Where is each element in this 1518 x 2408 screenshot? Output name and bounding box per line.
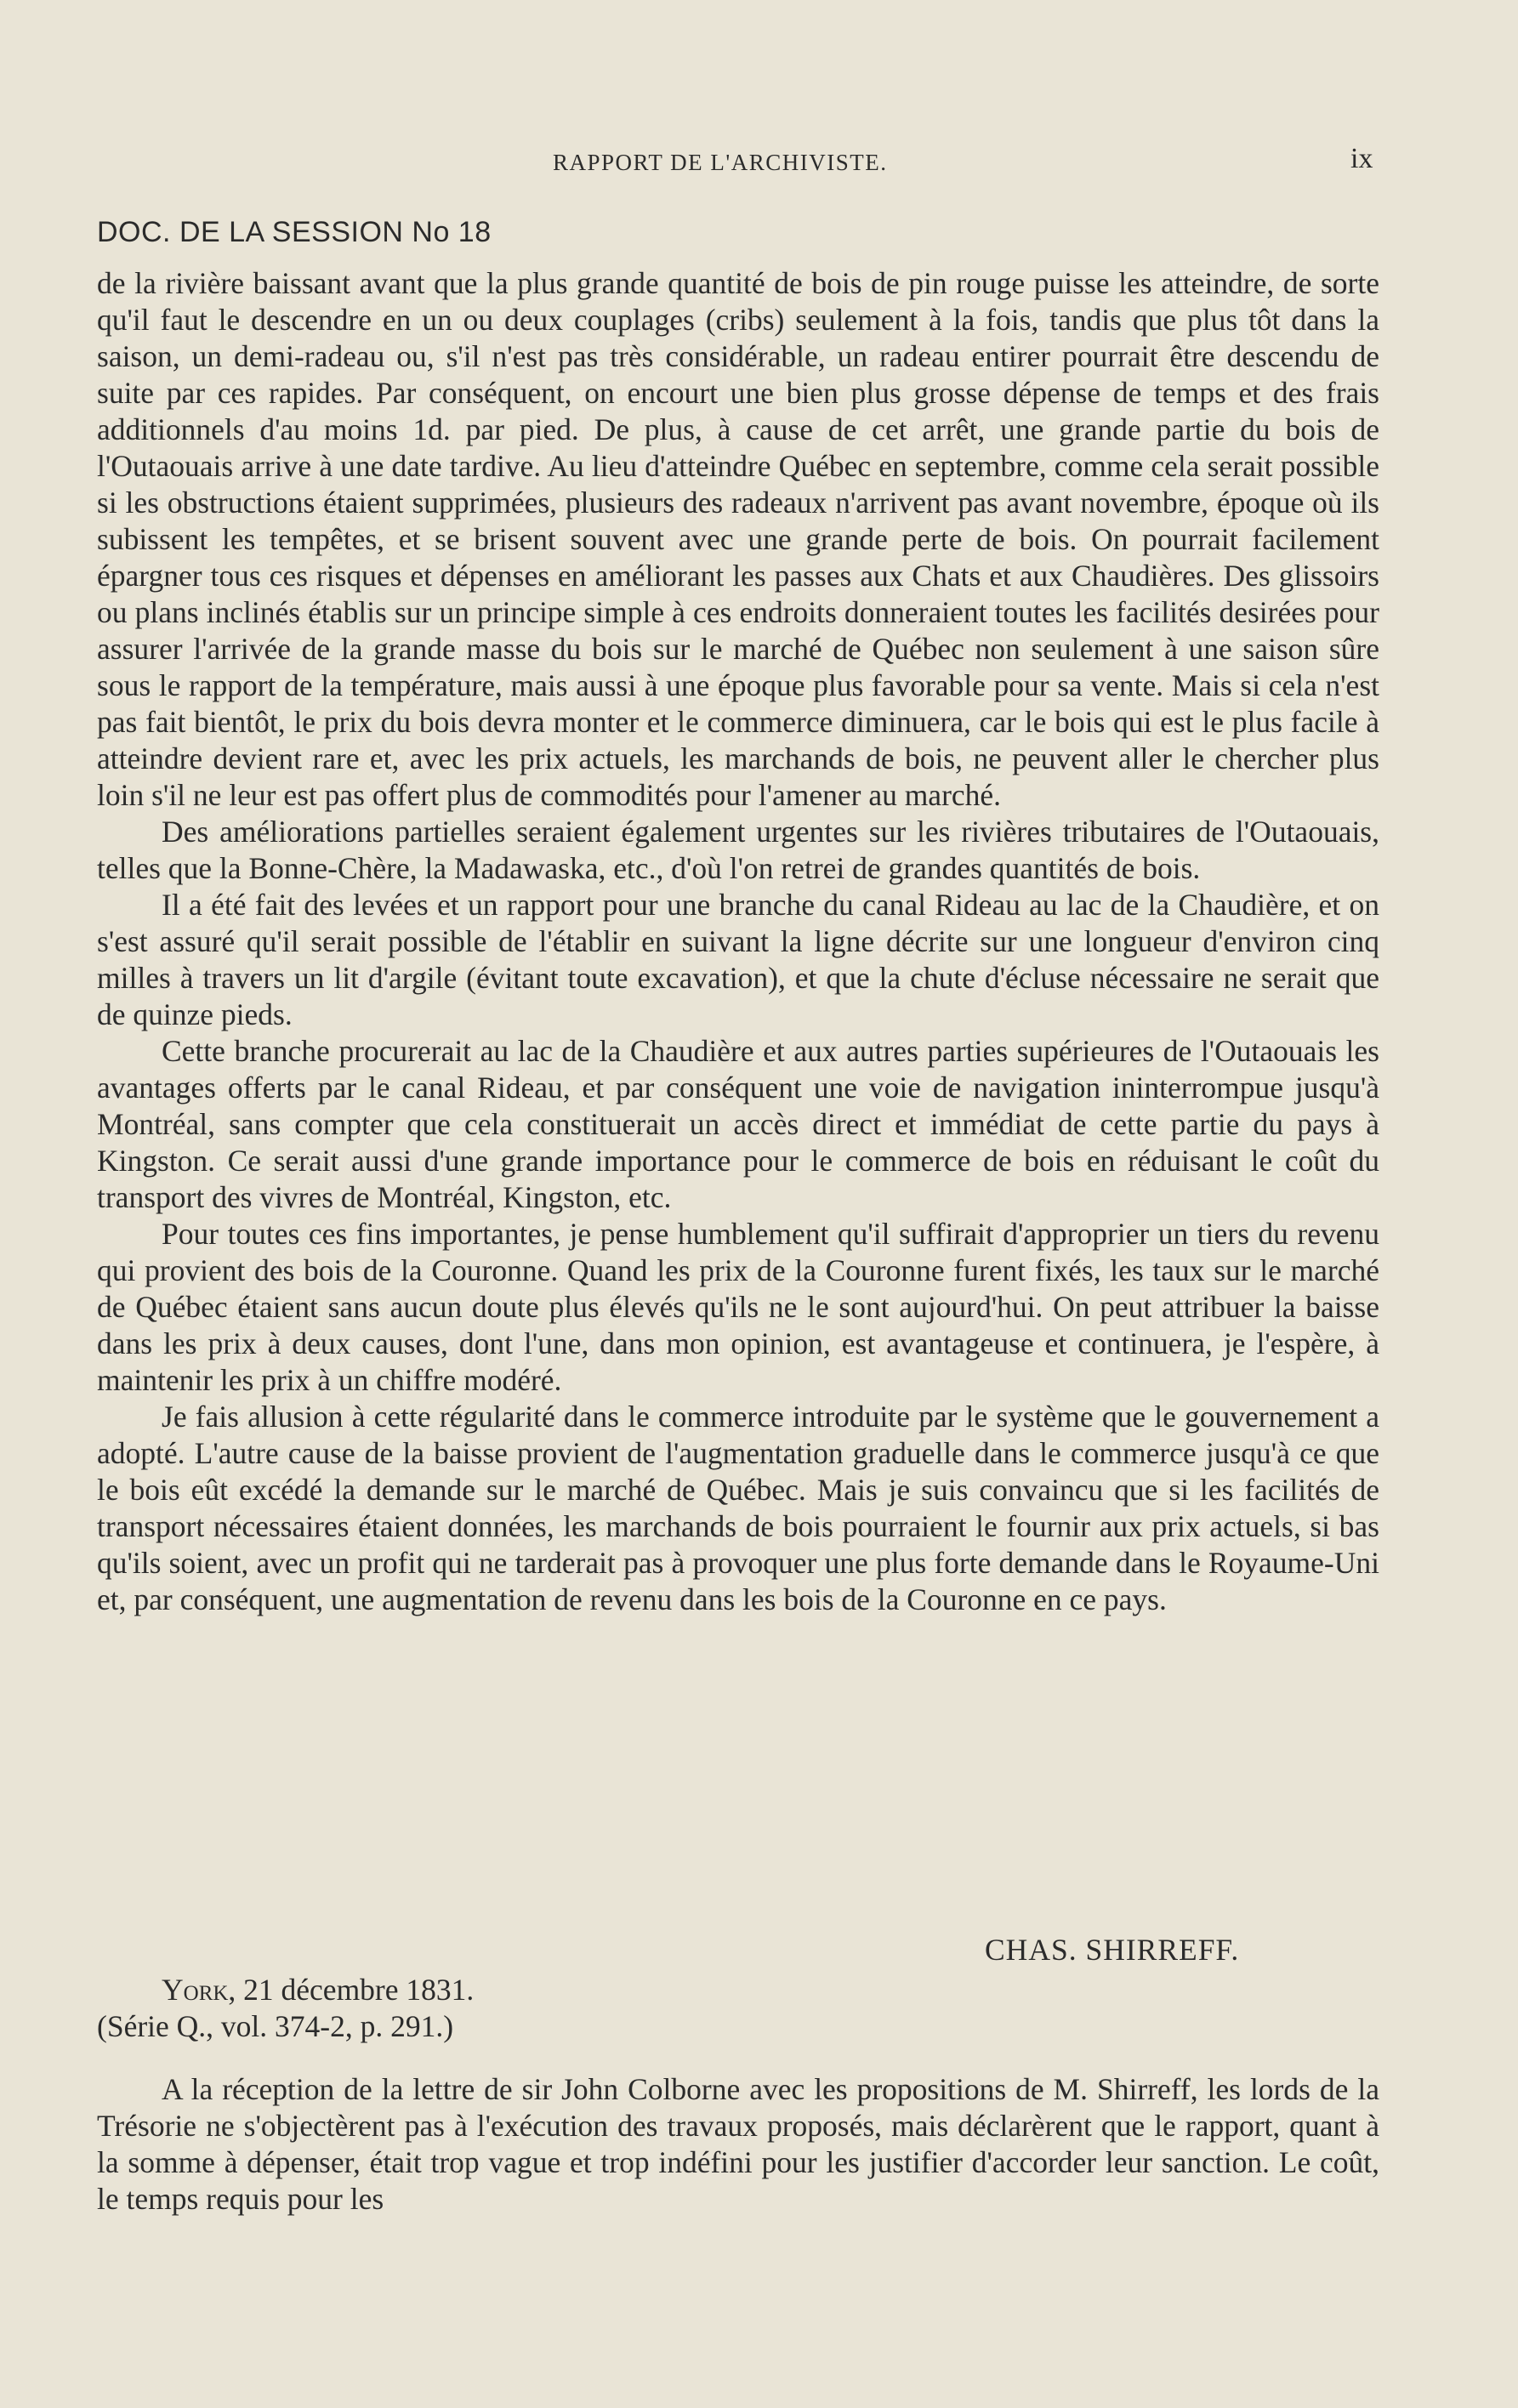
- dateline-date: , 21 décembre 1831.: [228, 1973, 475, 2007]
- paragraph: Il a été fait des levées et un rapport pour une branche du canal Rideau au lac de la Chaudière, et on s'est assuré qu'il serait possible de l'établir en suivant la ligne décrite sur une longueur d'environ cinq milles à travers un lit d'argile (évitant toute excavation), et que la chute d'écluse nécessaire ne serait que de quinze pieds.: [97, 888, 1379, 1031]
- paragraph: Cette branche procurerait au lac de la Chaudière et aux autres parties supérieures de l'Outaouais les avantages offerts par le canal Rideau, et par conséquent une voie de navigation ininterrompue jusqu'à Montréal, sans compter que cela constituerait un accès direct et immédiat de cette partie du pays à Kingston. Ce serait aussi d'une grande importance pour le commerce de bois en réduisant le coût du transport des vivres de Montréal, Kingston, etc.: [97, 1034, 1379, 1214]
- source-reference: (Série Q., vol. 374-2, p. 291.): [97, 2009, 454, 2043]
- dateline-place: York: [162, 1973, 229, 2007]
- main-text: [97, 265, 1379, 1618]
- paragraph: A la réception de la lettre de sir John Colborne avec les propositions de M. Shirreff, les lords de la Trésorie ne s'objectèrent pas à l'exécution des travaux proposés, mais déclarèrent que le rapport, quant à la somme à dépenser, était trop vague et trop indéfini pour les justifier d'accorder leur sanction. Le coût, le temps requis pour les: [97, 2072, 1379, 2216]
- signature: CHAS. SHIRREFF.: [985, 1933, 1240, 1967]
- paragraph: Je fais allusion à cette régularité dans le commerce introduite par le système que le gouvernement a adopté. L'autre cause de la baisse provient de l'augmentation graduelle dans le commerce jusqu'à ce que le bois eût excédé la demande sur le marché de Québec. Mais je suis convaincu que si les facilités de transport nécessaires étaient données, les marchands de bois pourraient le fournir aux prix actuels, si bas qu'ils soient, avec un profit qui ne tarderait pas à provoquer une plus forte demande dans le Royaume-Uni et, par conséquent, une augmentation de revenu dans les bois de la Couronne en ce pays.: [97, 1400, 1379, 1616]
- closing-text: [97, 2071, 1379, 2218]
- session-doc-label: DOC. DE LA SESSION No 18: [97, 216, 492, 248]
- dateline: [162, 1971, 474, 2008]
- running-head: RAPPORT DE L'ARCHIVISTE.: [553, 150, 888, 175]
- paragraph: Des améliorations partielles seraient également urgentes sur les rivières tributaires de l'Outaouais, telles que la Bonne-Chère, la Madawaska, etc., d'où l'on retrei de grandes quantités de bois.: [97, 815, 1379, 885]
- paragraph: de la rivière baissant avant que la plus grande quantité de bois de pin rouge puisse les atteindre, de sorte qu'il faut le descendre en un ou deux couplages (cribs) seulement à la fois, tandis que plus tôt dans la saison, un demi-radeau ou, s'il n'est pas très considérable, un radeau entirer pourrait être descendu de suite par ces rapides. Par conséquent, on encourt une bien plus grosse dépense de temps et des frais additionnels d'au moins 1d. par pied. De plus, à cause de cet arrêt, une grande partie du bois de l'Outaouais arrive à une date tardive. Au lieu d'atteindre Québec en septembre, comme cela serait possible si les obstructions étaient supprimées, plusieurs des radeaux n'arrivent pas avant novembre, époque où ils subissent les tempêtes, et se brisent souvent avec une grande perte de bois. On pourrait facilement épargner tous ces risques et dépenses en améliorant les passes aux Chats et aux Chaudières. Des glissoirs ou plans inclinés établis sur un principe simple à ces endroits donneraient toutes les facilités desirées pour assurer l'arrivée de la grande masse du bois sur le marché de Québec non seulement à une saison sûre sous le rapport de la température, mais aussi à une époque plus favorable pour sa vente. Mais si cela n'est pas fait bientôt, le prix du bois devra monter et le commerce diminuera, car le bois qui est le plus facile à atteindre devient rare et, avec les prix actuels, les marchands de bois, ne peuvent aller le chercher plus loin s'il ne leur est pas offert plus de commodités pour l'amener au marché.: [97, 266, 1379, 812]
- paragraph: Pour toutes ces fins importantes, je pense humblement qu'il suffirait d'approprier un tiers du revenu qui provient des bois de la Couronne. Quand les prix de la Couronne furent fixés, les taux sur le marché de Québec étaient sans aucun doute plus élevés qu'ils ne le sont aujourd'hui. On peut attribuer la baisse dans les prix à deux causes, dont l'une, dans mon opinion, est avantageuse et continuera, je l'espère, à maintenir les prix à un chiffre modéré.: [97, 1217, 1379, 1397]
- page-number: ix: [1350, 143, 1373, 174]
